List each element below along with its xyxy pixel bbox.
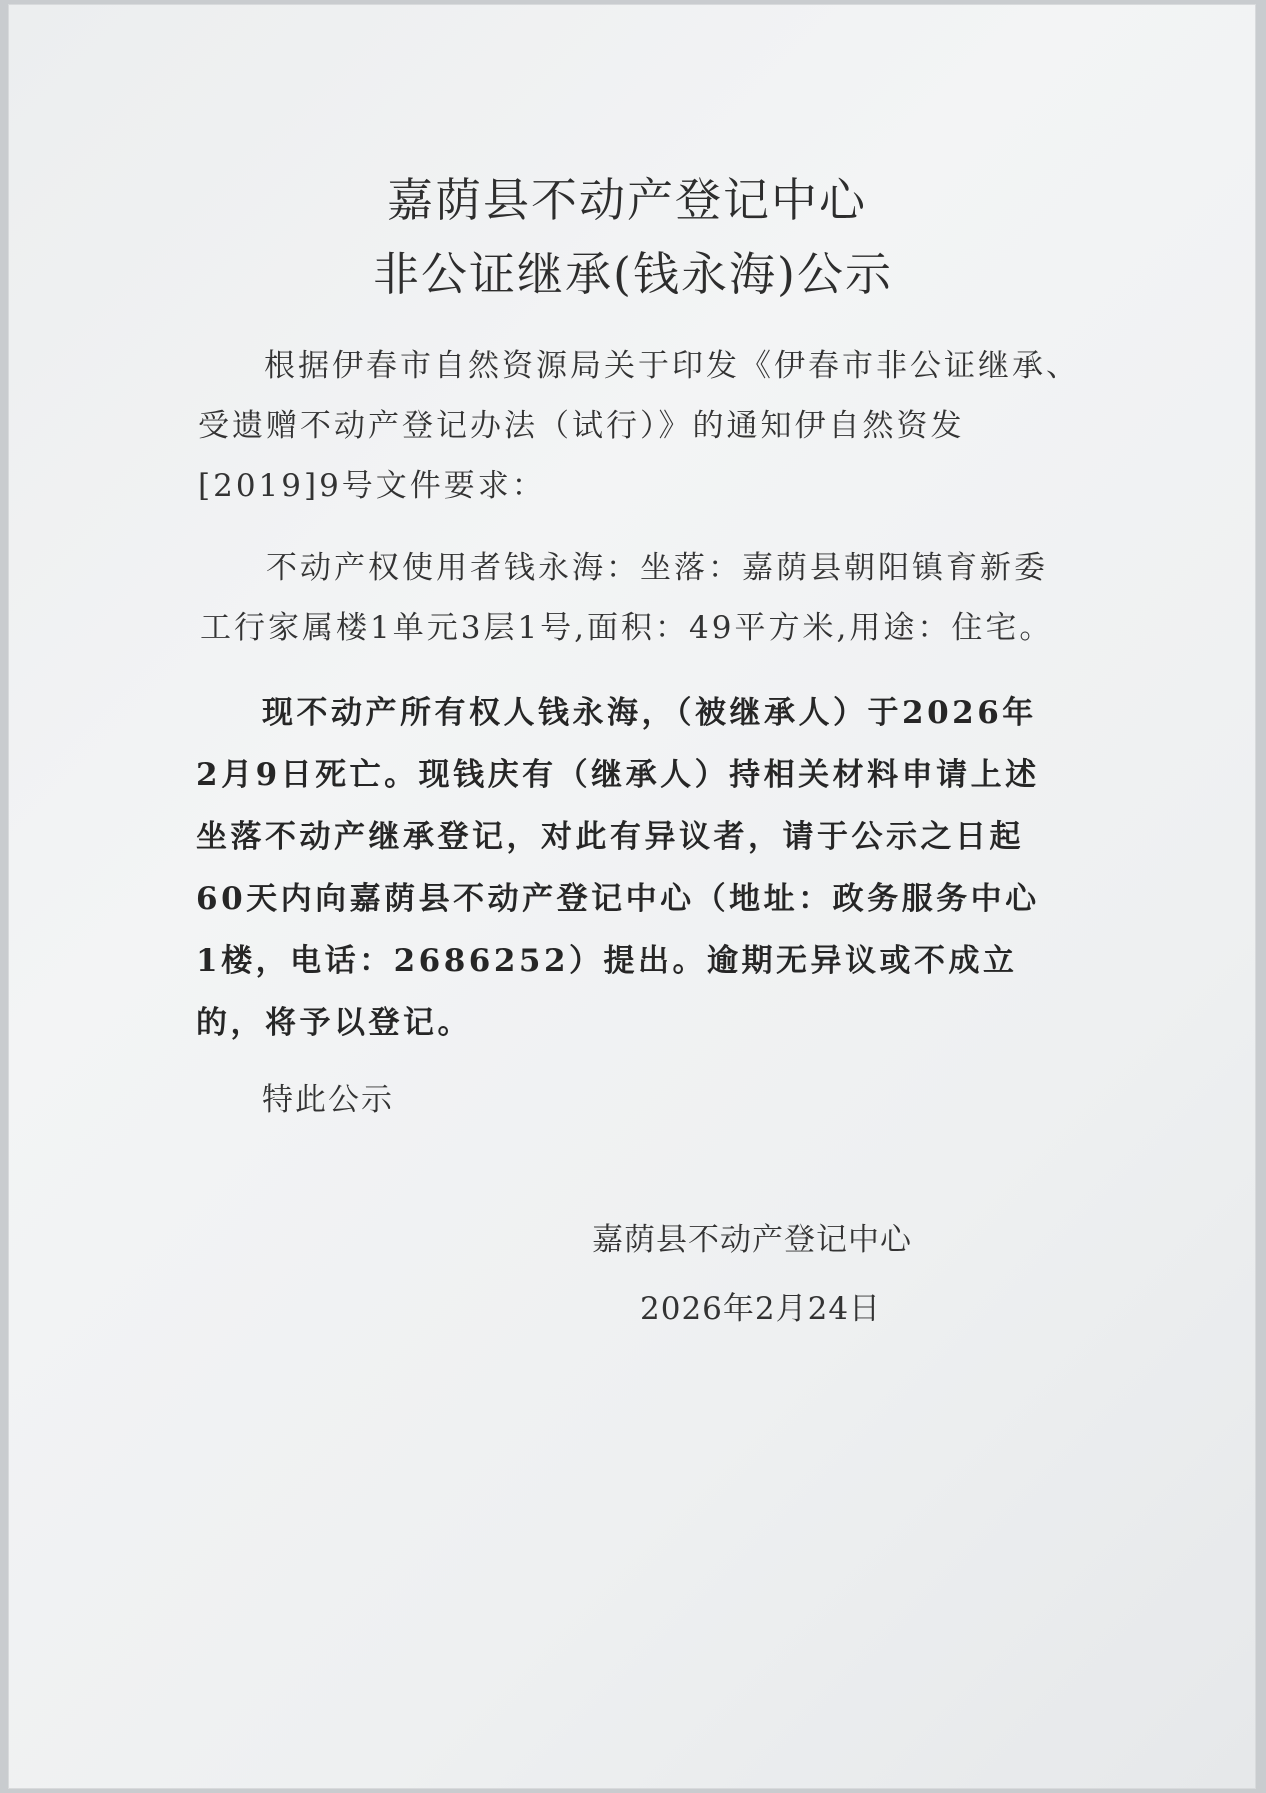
closing-remark: 特此公示	[262, 1082, 394, 1118]
inheritance-statement-paragraph: 现不动产所有权人钱永海，（被继承人）于2026年2月9日死亡。现钱庆有（继承人）持相关材料申请上述坐落不动产继承登记，对此有异议者，请于公示之日起60天内向嘉荫县不动产登记中心（地址：政务服务中心1楼，电话：2686252）提出。逾期无异议或不成立的，将予以登记。	[196, 695, 1040, 1041]
notice-issuer-heading: 嘉荫县不动产登记中心	[387, 173, 867, 227]
signature-date: 2026年2月24日	[640, 1291, 882, 1327]
signature-organization: 嘉荫县不动产登记中心	[592, 1222, 912, 1258]
property-info-paragraph: 不动产权使用者钱永海：坐落：嘉荫县朝阳镇育新委工行家属楼1单元3层1号,面积：49平方米,用途：住宅。	[200, 550, 1054, 646]
notice-title: 非公证继承(钱永海)公示	[373, 247, 893, 301]
notice-basis-paragraph: 根据伊春市自然资源局关于印发《伊春市非公证继承、受遗赠不动产登记办法（试行）》的通知伊自然资发[2019]9号文件要求：	[198, 348, 1080, 504]
